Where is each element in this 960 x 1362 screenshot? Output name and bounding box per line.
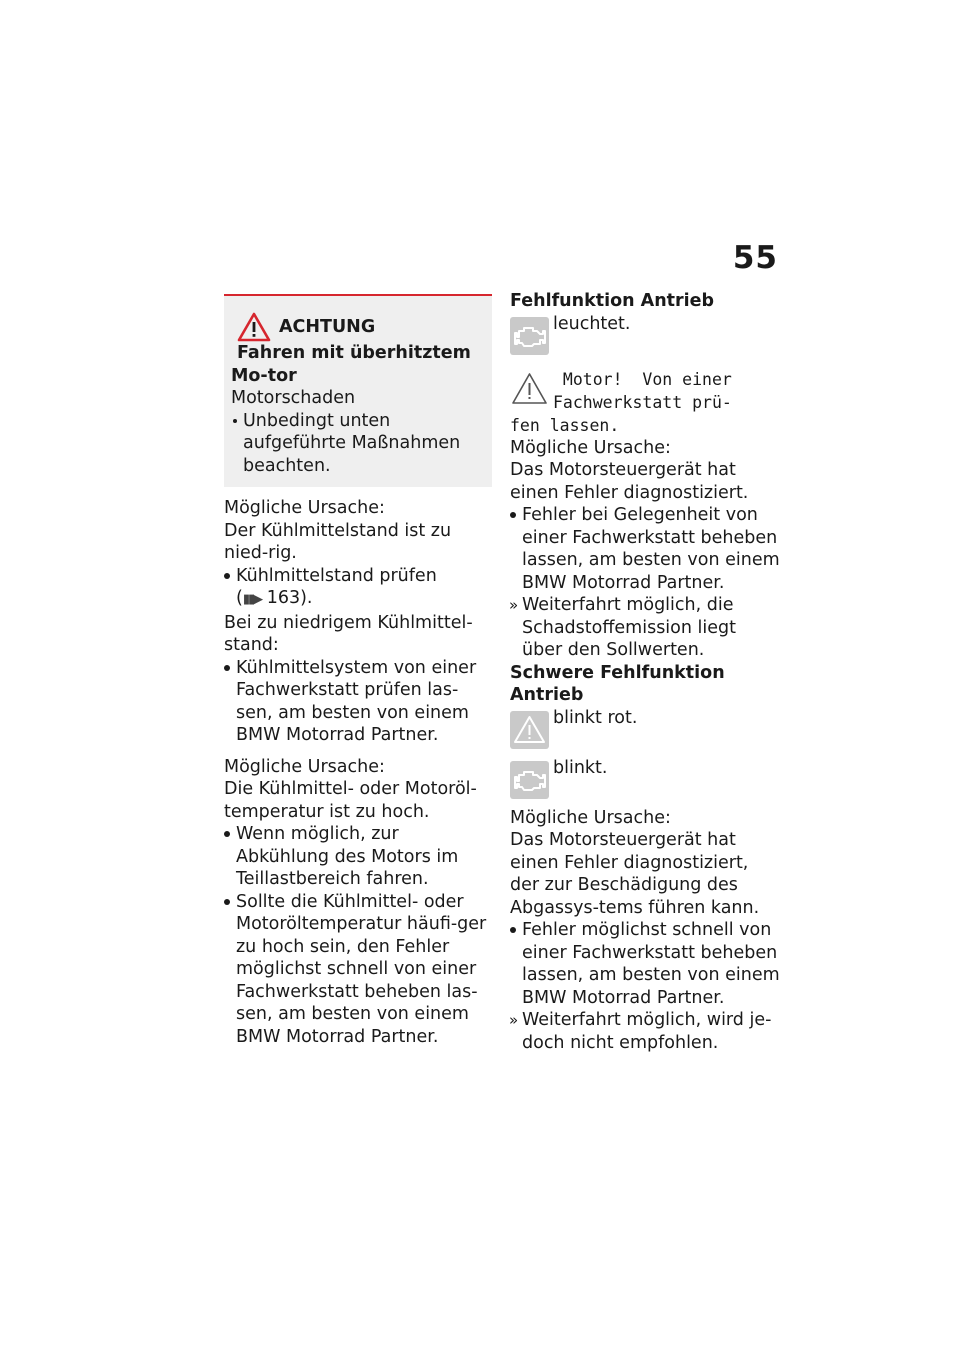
result-item	[510, 594, 780, 662]
display-line: fen lassen.	[510, 415, 620, 435]
list-item: Fehler möglichst schnell von einer Fachwerkstatt beheben lassen, am besten von einem BMW Motorrad Partner.	[510, 919, 780, 1009]
warning-triangle-icon	[237, 312, 271, 342]
cause-label: Mögliche Ursache:	[224, 498, 385, 518]
indicator-text: blinkt rot.	[553, 707, 638, 728]
display-line: Motor! Von einer	[553, 369, 732, 389]
list-item	[224, 565, 492, 612]
page-reference-arrow-icon: ▮▮▶	[242, 592, 262, 607]
cause-label: Mögliche Ursache:	[510, 807, 671, 828]
indicator-line	[510, 707, 780, 757]
indicator-line	[510, 313, 780, 359]
indicator-line	[510, 757, 780, 807]
result-text: Weiterfahrt möglich, die Schadstoffemission liegt über den Sollwerten.	[522, 595, 736, 660]
result-text: Weiterfahrt möglich, wird je-doch nicht empfohlen.	[522, 1010, 772, 1053]
page-reference-link[interactable]: 163).	[261, 588, 313, 608]
list-item: Kühlmittelsystem von einer Fachwerkstatt prüfen las-sen, am besten von einem BMW Motorrad Partner.	[224, 657, 492, 747]
warning-box	[224, 294, 492, 487]
warning-bullet: Unbedingt unten aufgeführte Maßnahmen beachten.	[231, 410, 486, 478]
engine-check-icon	[510, 761, 549, 799]
display-message-block	[510, 368, 780, 437]
warning-title: ACHTUNG	[279, 316, 376, 337]
cause-text: Der Kühlmittelstand ist zu nied-rig.	[224, 520, 452, 563]
warning-subtitle: Fahren mit überhitztem Mo-tor	[231, 343, 471, 386]
indicator-text: leuchtet.	[553, 313, 631, 334]
warning-header	[237, 312, 486, 342]
list-item: Fehler bei Gelegenheit von einer Fachwerkstatt beheben lassen, am besten von einem BMW Motorrad Partner.	[510, 504, 780, 594]
engine-check-icon	[510, 317, 549, 355]
page-number: 55	[732, 240, 778, 276]
result-arrow-icon: »	[509, 596, 519, 614]
list-item: Sollte die Kühlmittel- oder Motoröltemperatur häufi-ger zu hoch sein, den Fehler möglichst schnell von einer Fachwerkstatt beheben las-sen, am besten von einem BMW Motorrad Partner.	[224, 891, 492, 1049]
cause-label: Mögliche Ursache:	[510, 437, 671, 458]
general-warning-icon	[510, 370, 549, 408]
indicator-text: blinkt.	[553, 757, 608, 778]
cause-label: Mögliche Ursache:	[224, 756, 385, 777]
display-line: Fachwerkstatt prü-	[553, 392, 732, 412]
right-column	[510, 290, 780, 1054]
reference-open: (	[236, 588, 243, 608]
warning-consequence: Motorschaden	[231, 388, 356, 408]
general-warning-light-icon	[510, 711, 549, 749]
cause-text: Die Kühlmittel- oder Motoröl-temperatur ist zu hoch.	[224, 779, 477, 822]
section-title: Schwere Fehlfunktion Antrieb	[510, 662, 725, 705]
list-item-text: Kühlmittelstand prüfen	[236, 565, 437, 586]
display-message	[510, 368, 780, 437]
result-arrow-icon: »	[509, 1011, 519, 1029]
condition-label: Bei zu niedrigem Kühlmittel-stand:	[224, 612, 473, 655]
left-column	[224, 294, 492, 1048]
cause-text: Das Motorsteuergerät hat einen Fehler diagnostiziert, der zur Beschädigung des Abgassys-tems führen kann.	[510, 830, 760, 918]
result-item	[510, 1009, 780, 1054]
cause-text: Das Motorsteuergerät hat einen Fehler diagnostiziert.	[510, 460, 749, 503]
list-item: Wenn möglich, zur Abkühlung des Motors im Teillastbereich fahren.	[224, 823, 492, 891]
section-title: Fehlfunktion Antrieb	[510, 291, 715, 311]
